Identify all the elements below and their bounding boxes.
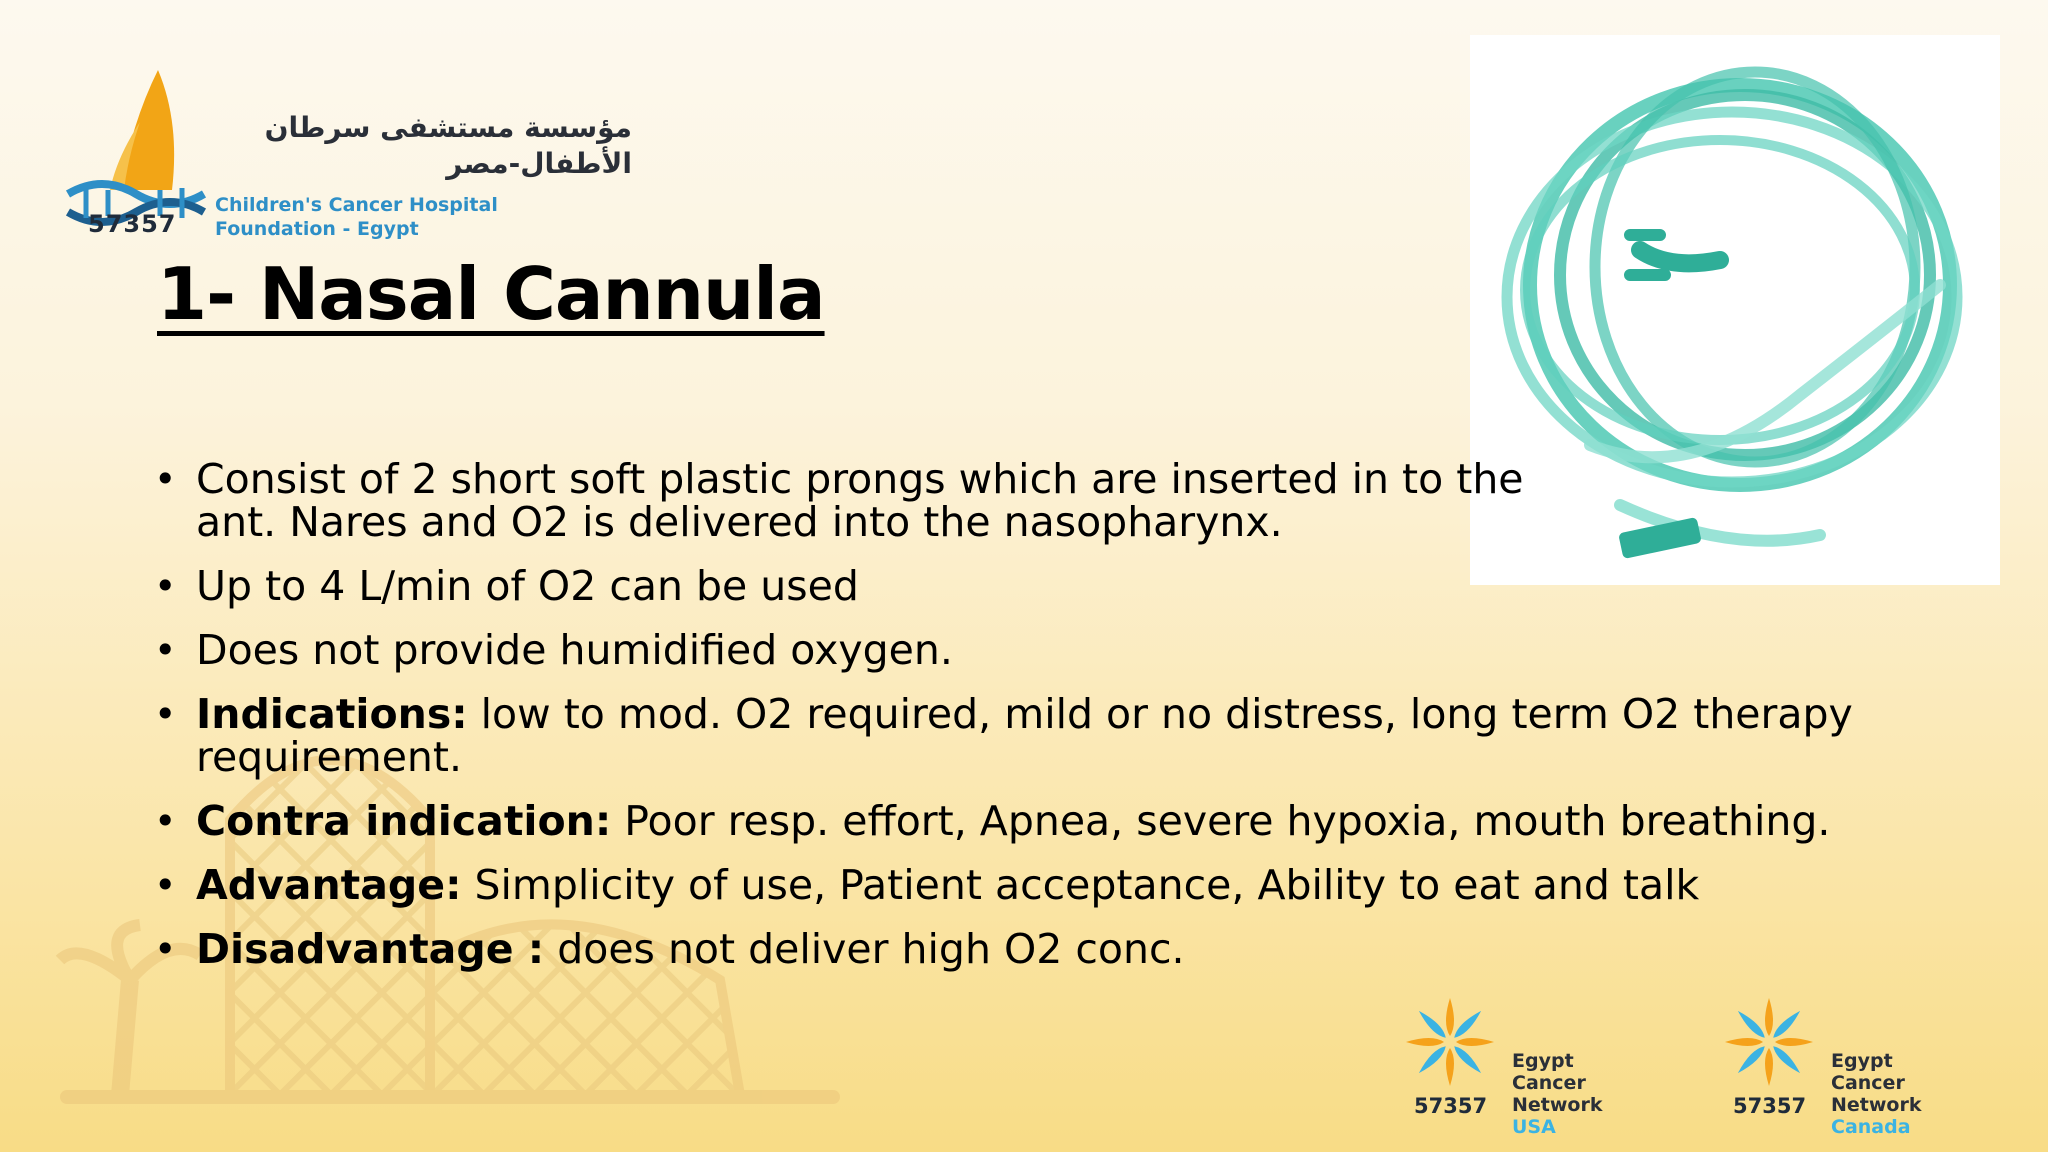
ecn-country: USA [1512,1116,1556,1138]
ecn-number: 57357 [1414,1094,1488,1118]
ecn-name [1831,1050,1999,1138]
list-item [150,925,1970,973]
ecn-name [1512,1050,1680,1138]
slide-title: 1- Nasal Cannula [157,252,825,336]
star-logo-icon [1719,992,1819,1092]
bullet-label: Indications: [196,690,468,738]
bullet-label: Advantage: [196,861,462,909]
ecn-country: Canada [1831,1116,1911,1138]
logo-english-name [215,193,498,241]
list-item [150,626,1970,674]
bullet-text: Simplicity of use, Patient acceptance, Ability to eat and talk [461,861,1700,909]
bullet-text: Up to 4 L/min of O2 can be used [196,562,859,610]
bullet-list [150,455,1970,992]
bullet-text: does not deliver high O2 conc. [544,925,1185,973]
list-item [150,455,1596,546]
list-item [150,690,1970,781]
bullet-text: Consist of 2 short soft plastic prongs which are inserted in to the ant. Nares and O2 is delivered into the nasopharynx. [196,455,1524,546]
ecn-usa-logo [1400,992,1680,1138]
ecn-line1: Egypt [1831,1050,1893,1072]
ecn-line1: Egypt [1512,1050,1574,1072]
bullet-label: Disadvantage : [196,925,545,973]
list-item [150,562,1970,610]
logo-arabic-name [212,110,632,182]
list-item [150,861,1970,909]
bullet-text: Does not provide humidified oxygen. [196,626,953,674]
list-item [150,797,1970,845]
star-logo-icon [1400,992,1500,1092]
bullet-text: Poor resp. effort, Apnea, severe hypoxia, mouth breathing. [611,797,1831,845]
logo-number: 57357 [88,210,177,238]
ecn-number: 57357 [1733,1094,1807,1118]
logo-english-line2: Foundation - Egypt [215,218,419,240]
logo-arabic-line1: مؤسسة مستشفى سرطان [264,111,632,144]
ecn-canada-logo [1719,992,1999,1138]
ecn-line2: Cancer Network [1831,1072,1922,1116]
bullet-label: Contra indication: [196,797,612,845]
bullet-text: low to mod. O2 required, mild or no distress, long term O2 therapy requirement. [196,690,1853,781]
ecn-line2: Cancer Network [1512,1072,1603,1116]
logo-english-line1: Children's Cancer Hospital [215,194,498,216]
logo-arabic-line2: الأطفال-مصر [446,147,632,180]
hospital-logo [62,62,632,252]
